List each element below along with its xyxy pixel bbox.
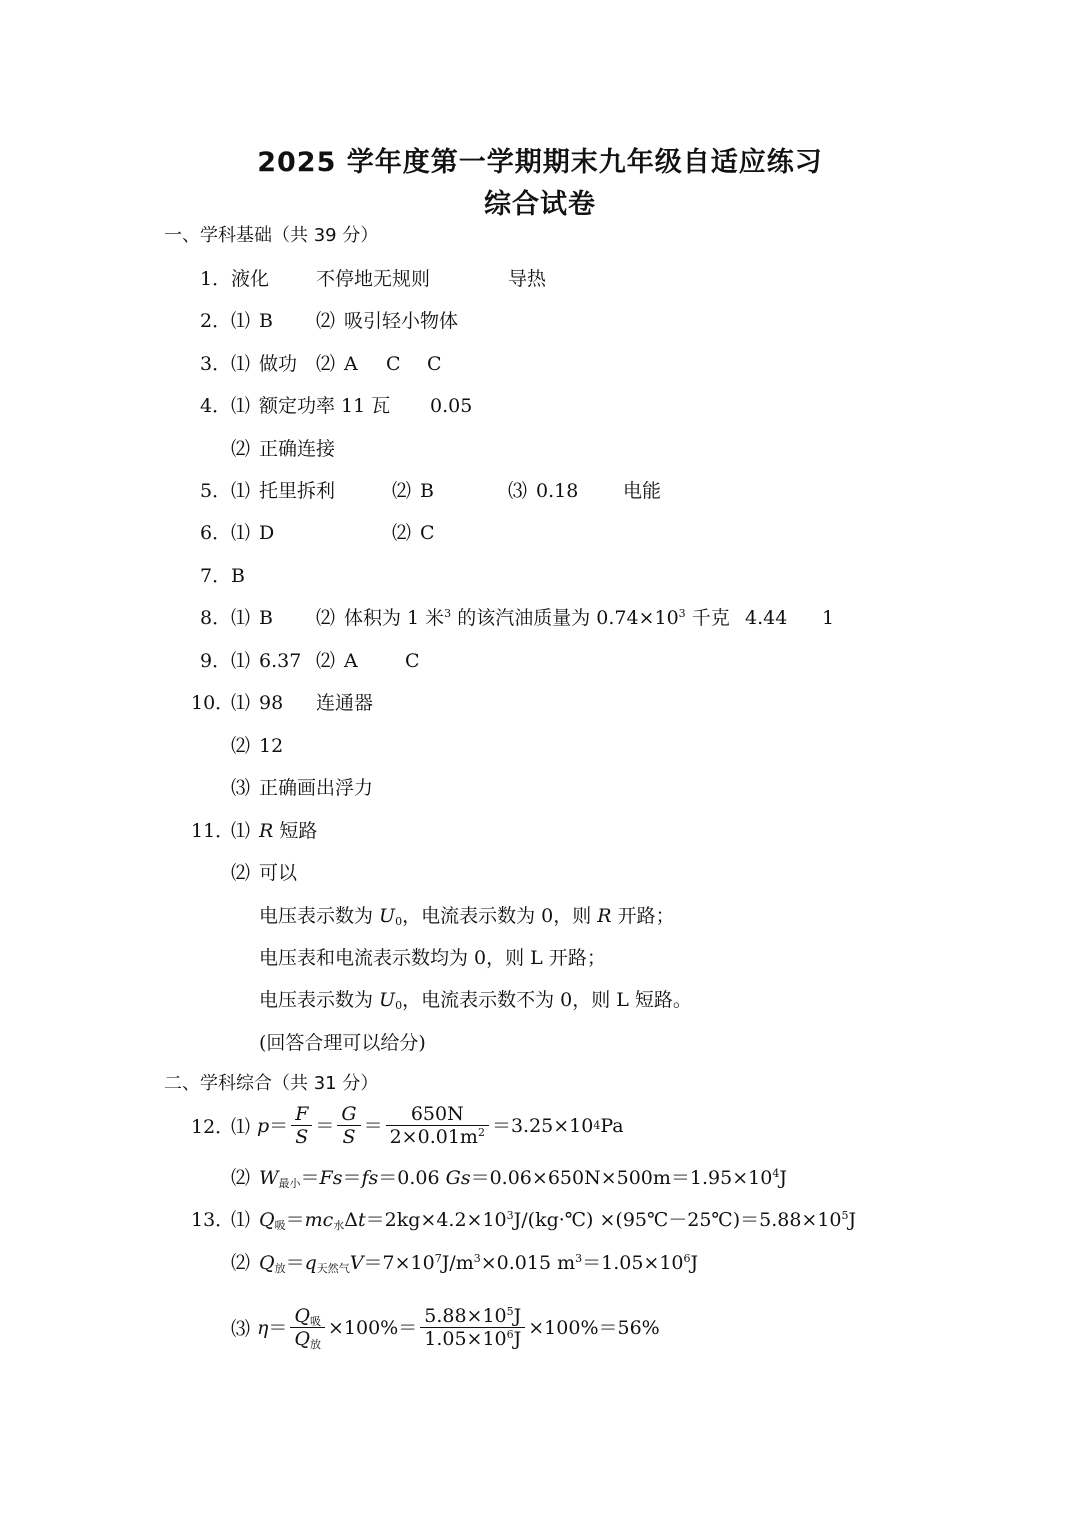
q8-part2-label: ⑵ [316, 607, 336, 629]
q8-part1-answer: B [259, 607, 273, 629]
q10-part1-answer: 98 [259, 692, 284, 714]
q10-part3-label: ⑶ [231, 777, 251, 799]
q9-part1-answer: 6.37 [259, 650, 302, 672]
q6-number: 6． [200, 522, 232, 544]
q4-part2-answer: 正确连接 [259, 438, 336, 460]
q1-answer-1: 液化 [231, 268, 270, 290]
q5-part3-answer: 0.18 [536, 480, 579, 502]
q10-part1-answer-2: 连通器 [316, 692, 374, 714]
q7-answer: B [231, 565, 245, 587]
q11-part1-answer: R 短路 [259, 820, 318, 842]
q11-part2-answer: 可以 [259, 862, 298, 884]
q11-explanation-line3: 电压表示数为 $U_0$，电流表示数不为 0，则 L 短路。 [259, 989, 692, 1012]
q9-part2-answer-a: A [344, 650, 358, 672]
section1-heading: 一、学科基础（共 39 分） [164, 225, 379, 246]
q3-part2-label: ⑵ [316, 353, 336, 375]
q12-part1-label: ⑴ [231, 1116, 251, 1138]
q8-answer-3: 4.44 [745, 607, 788, 629]
q9-part1-label: ⑴ [231, 650, 251, 672]
q3-part1-label: ⑴ [231, 353, 251, 375]
q1-answer-2: 不停地无规则 [316, 268, 431, 290]
q6-part2-label: ⑵ [392, 522, 412, 544]
q2-number: 2． [200, 310, 232, 332]
q11-part1-label: ⑴ [231, 820, 251, 842]
q9-number: 9． [200, 650, 232, 672]
q3-number: 3． [200, 353, 232, 375]
q10-part2-answer: 12 [259, 735, 284, 757]
q12-part2-formula: $W_{最小}=Fs=fs=0.06$ $Gs=0.06\times 650N\times 500m=1.95\times 10^4J$ [259, 1167, 787, 1190]
q13-part2-formula: $Q_放=q_{天然气}V=7\times 10^7J/m^3\times 0.015$ $m^3=1.05\times 10^6J$ [259, 1252, 699, 1275]
q4-part1-label: ⑴ [231, 395, 251, 417]
q5-part2-answer: B [420, 480, 434, 502]
q9-part2-label: ⑵ [316, 650, 336, 672]
q3-part1-answer: 做功 [259, 353, 298, 375]
q8-part2-answer: 体积为 1 米$^3$ 的该汽油质量为 $0.74\times 10^3$ 千克 [344, 607, 730, 629]
q11-part2-label: ⑵ [231, 862, 251, 884]
q11-number: 11． [191, 820, 235, 842]
q2-part2-answer: 吸引轻小物体 [344, 310, 459, 332]
q3-part2-answer-b: C [386, 353, 401, 375]
q11-explanation-line1: 电压表示数为 $U_0$，电流表示数为 0，则 R 开路； [259, 905, 675, 928]
q8-answer-4: 1 [822, 607, 835, 629]
q1-number: 1． [200, 268, 232, 290]
q13-number: 13． [191, 1209, 235, 1231]
q10-part1-label: ⑴ [231, 692, 251, 714]
q3-part2-answer-a: A [344, 353, 358, 375]
q13-part3-formula: η ＝ $\frac{Q_吸}{Q_放}$ ×100%＝ $\frac{5.88\times 10^5J}{1.05\times 10^6J}$ ×100%＝56% [257, 1305, 660, 1351]
q1-answer-3: 导热 [508, 268, 547, 290]
q10-part2-label: ⑵ [231, 735, 251, 757]
q5-part1-label: ⑴ [231, 480, 251, 502]
q11-note: (回答合理可以给分) [259, 1032, 426, 1054]
q10-number: 10． [191, 692, 235, 714]
q6-part1-label: ⑴ [231, 522, 251, 544]
q8-part1-label: ⑴ [231, 607, 251, 629]
q12-part1-formula: p ＝ $\frac{F}{S}$ ＝ $\frac{G}{S}$ ＝ $\frac{650N}{2\times 0.01m^2}$ ＝3.25×10 4 Pa [257, 1103, 624, 1148]
q4-part1-answer-2: 0.05 [430, 395, 473, 417]
q13-part1-formula: $Q_吸=mc_水\Delta t=2kg\times 4.2\times 10^3J/(kg\cdot℃)$ $\times(95℃-25℃)=5.88\times 10^5J$ [259, 1209, 857, 1232]
q5-part1-answer: 托里拆利 [259, 480, 336, 502]
q4-part2-label: ⑵ [231, 438, 251, 460]
q13-part1-label: ⑴ [231, 1209, 251, 1231]
q6-part1-answer: D [259, 522, 275, 544]
section2-heading: 二、学科综合（共 31 分） [164, 1073, 379, 1094]
q13-part2-label: ⑵ [231, 1252, 251, 1274]
q13-part3-label: ⑶ [231, 1318, 251, 1340]
q2-part2-label: ⑵ [316, 310, 336, 332]
q10-part3-answer: 正确画出浮力 [259, 777, 374, 799]
q5-part3-answer-2: 电能 [623, 480, 662, 502]
q8-number: 8． [200, 607, 232, 629]
q12-number: 12． [191, 1116, 235, 1138]
q5-part3-label: ⑶ [508, 480, 528, 502]
q3-part2-answer-c: C [427, 353, 442, 375]
q5-number: 5． [200, 480, 232, 502]
doc-title-line1: 2025 学年度第一学期期末九年级自适应练习 [257, 147, 823, 178]
q5-part2-label: ⑵ [392, 480, 412, 502]
q4-part1-answer: 额定功率 11 瓦 [259, 395, 391, 417]
q9-part2-answer-b: C [405, 650, 420, 672]
q4-number: 4． [200, 395, 232, 417]
q7-number: 7． [200, 565, 232, 587]
q6-part2-answer: C [420, 522, 435, 544]
q2-part1-label: ⑴ [231, 310, 251, 332]
q12-part2-label: ⑵ [231, 1167, 251, 1189]
q11-explanation-line2: 电压表和电流表示数均为 0，则 L 开路； [259, 947, 606, 969]
q2-part1-answer: B [259, 310, 273, 332]
doc-title-line2: 综合试卷 [484, 189, 596, 220]
